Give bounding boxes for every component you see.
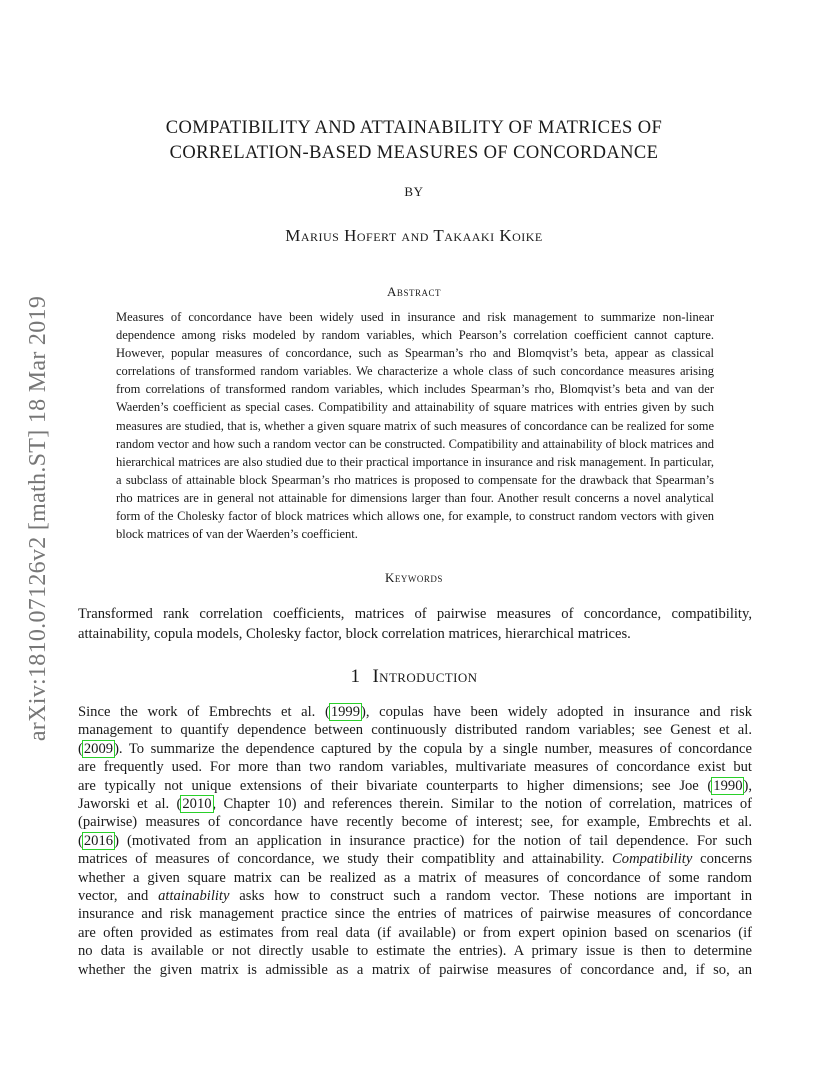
intro-line: vector, and attainability asks how to construct such a random vector. These notions are important in (78, 888, 752, 905)
title-line-1: COMPATIBILITY AND ATTAINABILITY OF MATRICES OF (165, 118, 663, 138)
section-name: Introduction (372, 666, 478, 687)
emphasis-attainability: attainability (158, 888, 230, 905)
arxiv-sidebar-stamp (22, 262, 56, 774)
keywords-heading: Keywords (385, 570, 443, 585)
section-number: 1 (350, 666, 361, 687)
authors: Marius Hofert and Takaaki Koike (285, 226, 543, 245)
intro-line: whether a given square matrix can be realized as a matrix of measures of concordance of some random (78, 869, 752, 886)
citation-link-1990[interactable]: 1990 (713, 777, 743, 794)
paper-title (100, 116, 728, 166)
emphasis-compatibility: Compatibility (612, 851, 693, 868)
intro-line: no data is available or not directly usable to estimate the entries). A primary issue is then to determine (78, 943, 752, 960)
intro-line: (2009). To summarize the dependence captured by the copula by a single number, measures of concordance (78, 740, 752, 757)
intro-line: management to quantify dependence between continuously distributed random variables; see Genest et al. (78, 722, 752, 739)
intro-line: are frequently used. For more than two random variables, multivariate measures of concordance exist but (78, 759, 752, 776)
title-line-2: CORRELATION-BASED MEASURES OF CONCORDANCE (169, 143, 659, 163)
intro-line: Since the work of Embrechts et al. (1999), copulas have been widely adopted in insurance and risk (78, 704, 753, 720)
intro-line: Jaworski et al. (2010, Chapter 10) and references therein. Similar to the notion of correlation, matrices of (78, 796, 752, 813)
intro-line: matrices of measures of concordance, we study their compatiblity and attainability. Compatibility concerns (78, 851, 752, 868)
citation-link-2016[interactable]: 2016 (83, 832, 114, 849)
intro-line: (pairwise) measures of concordance have recently become of interest; see, for example, Embrechts et al. (78, 814, 752, 831)
intro-line: are often provided as estimates from real data (if available) or from expert opinion based on scenarios (if (78, 924, 752, 941)
citation-link-1999[interactable]: 1999 (330, 704, 360, 720)
citation-link-2009[interactable]: 2009 (83, 740, 114, 757)
intro-line: insurance and risk management practice since the entries of matrices of pairwise measures of concordance (78, 906, 752, 923)
intro-line: are typically not unique extensions of their bivariate counterparts to higher dimensions; see Joe (1990), (78, 777, 752, 794)
section-heading-introduction (0, 666, 828, 688)
abstract-heading: Abstract (387, 284, 441, 299)
citation-link-2010[interactable]: 2010 (182, 796, 212, 813)
intro-line: (2016) (motivated from an application in insurance practice) for the notion of tail dependence. For such (78, 832, 752, 849)
intro-line: whether the given matrix is admissible as a matrix of pairwise measures of concordance and, if so, an (78, 961, 752, 978)
introduction-body (78, 703, 752, 979)
arxiv-identifier: arXiv:1810.07126v2 [math.ST] 18 Mar 2019 (25, 295, 52, 741)
keywords-body: Transformed rank correlation coefficients, matrices of pairwise measures of concordance, compatibility, attainability, copula models, Cholesky factor, block correlation matrices, hierarchical matrices. (78, 606, 752, 642)
abstract-body: Measures of concordance have been widely used in insurance and risk management to summarize non-linear dependence among risks modeled by random variables, which Pearson’s correlation coefficient cannot capture. However, popular measures of concordance, such as Spearman’s rho and Blomqvist’s beta, appear as classical correlations of transformed random variables. We characterize a whole class of such concordance measures arising from correlations of transformed random variables, which includes Spearman’s rho, Blomqvist’s beta and van der Waerden’s coefficient as special cases. Compatibility and attainability of square matrices with entries given by such measures are studied, that is, whether a given square matrix of such measures of concordance can be realized for some random vector and how such a random vector can be constructed. Compatibility and attainability of block matrices and hierarchical matrices are also studied due to their practical importance in insurance and risk management. In particular, a subclass of attainable block Spearman’s rho matrices is proposed to compensate for the drawback that Spearman’s rho matrices are in general not attainable for dimensions larger than four. Another result concerns a novel analytical form of the Cholesky factor of block matrices which allows one, for example, to construct random vectors with given block matrices of van der Waerden’s coefficient. (116, 310, 714, 542)
by-line: BY (404, 184, 424, 199)
